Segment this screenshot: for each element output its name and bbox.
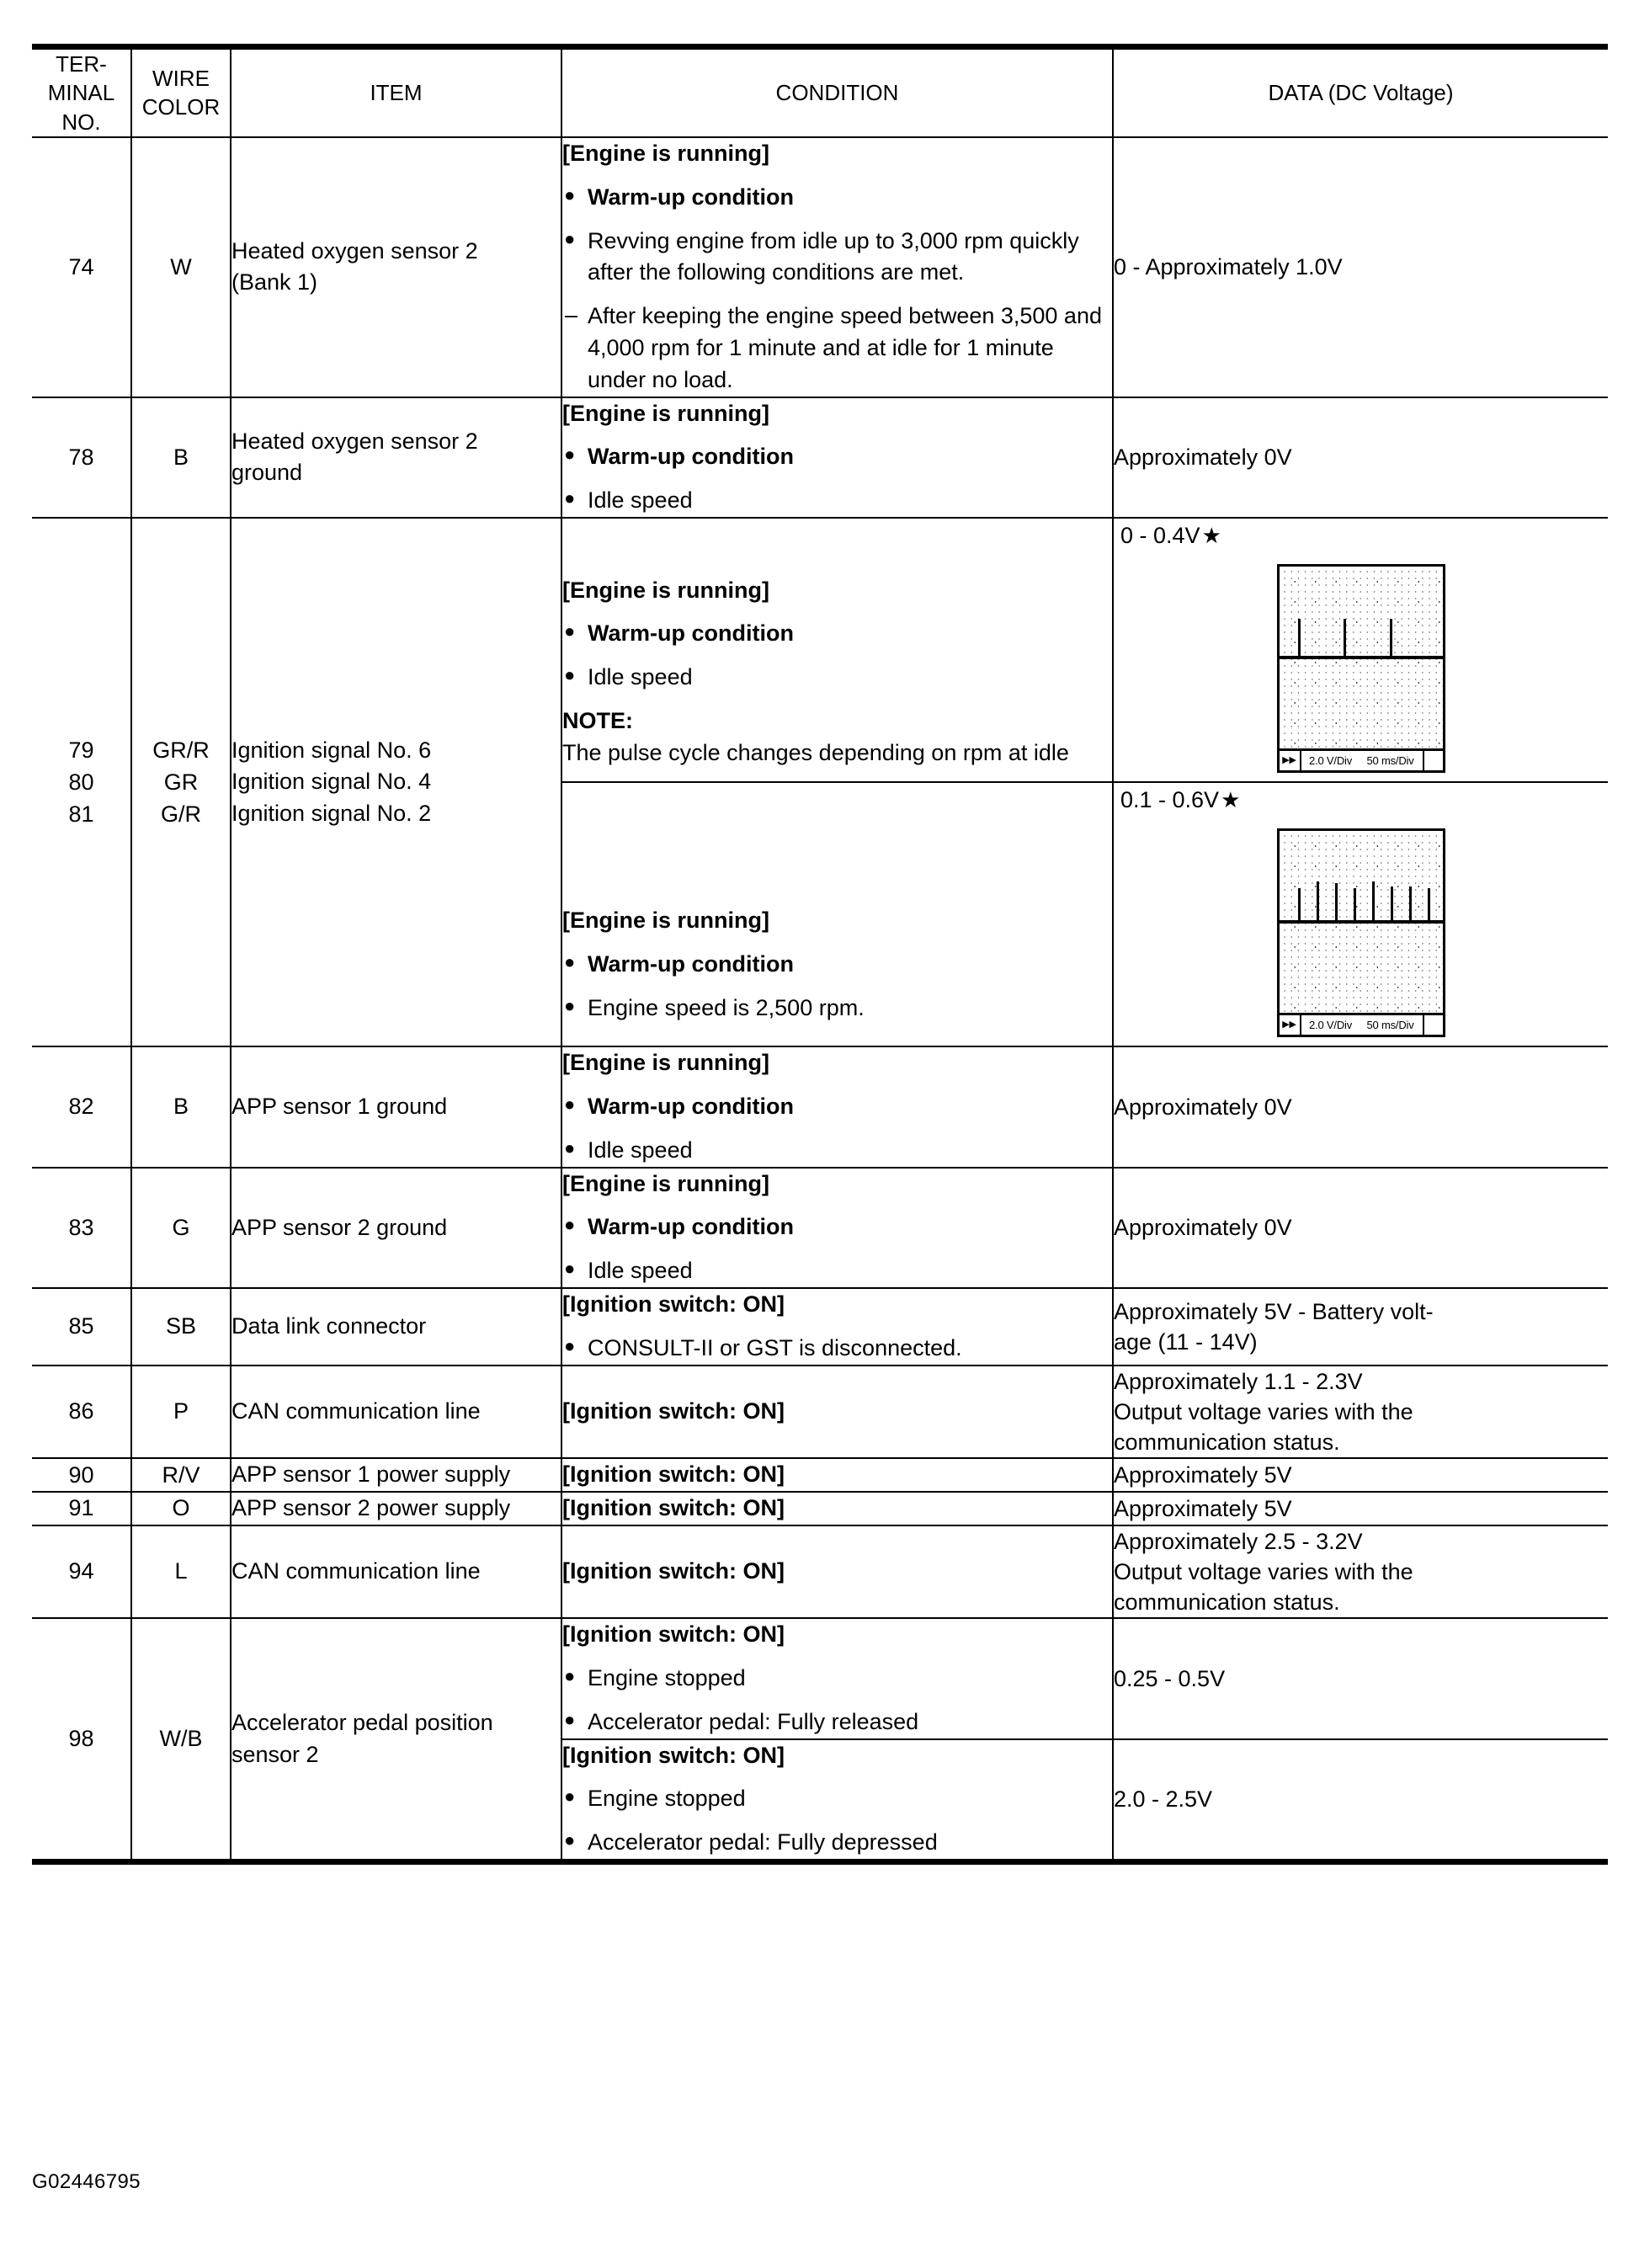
star-icon: ★ — [1201, 522, 1221, 548]
cell-item: CAN communication line — [231, 1366, 561, 1459]
scope-spike — [1354, 888, 1356, 922]
document-reference-code: G02446795 — [32, 2170, 141, 2193]
table-row — [32, 1168, 1608, 1288]
cell-wire-color: B — [131, 397, 231, 518]
table-row — [32, 1288, 1608, 1366]
bullet-text: Idle speed — [588, 1258, 693, 1284]
bullet-text: Accelerator pedal: Fully depressed — [588, 1829, 938, 1855]
condition-bullet-list — [562, 949, 1112, 1025]
cell-terminal-no: 83 — [32, 1168, 131, 1288]
cell-condition — [561, 1046, 1113, 1167]
header-line-2: MINAL — [47, 80, 115, 106]
bullet-text: Warm-up condition — [588, 444, 794, 470]
cell-condition — [561, 782, 1113, 1046]
condition-bullet-list — [562, 1091, 1112, 1167]
condition-bullet — [562, 618, 1112, 650]
item-line-1: Heated oxygen sensor 2 — [231, 237, 478, 264]
cell-data: Approximately 0V — [1113, 397, 1608, 518]
cell-wire-color: L — [131, 1525, 231, 1619]
oscilloscope-waveform-2500rpm — [1114, 823, 1608, 1046]
cell-wire-color: P — [131, 1366, 231, 1459]
condition-bullet — [562, 1135, 1112, 1167]
condition-bullet — [562, 182, 1112, 214]
scope-voltage-label — [1120, 520, 1608, 551]
bullet-text: Accelerator pedal: Fully released — [588, 1708, 919, 1734]
table-row — [32, 137, 1608, 397]
bullet-dot-icon: ● — [564, 1334, 576, 1356]
data-line-3: communication status. — [1114, 1429, 1340, 1455]
bullet-dot-icon: ● — [564, 444, 576, 466]
wire-line-3: G/R — [160, 801, 201, 828]
star-icon: ★ — [1221, 787, 1241, 813]
bullet-text: Warm-up condition — [588, 1214, 794, 1240]
condition-heading: [Ignition switch: ON] — [562, 1461, 785, 1488]
table-body — [32, 137, 1608, 1862]
cell-wire-color: W/B — [131, 1618, 231, 1861]
condition-bullet — [562, 1091, 1112, 1123]
cell-wire-color — [131, 518, 231, 1046]
condition-bullet-list — [562, 1663, 1112, 1738]
cell-item — [231, 1618, 561, 1861]
cell-terminal-no: 98 — [32, 1618, 131, 1861]
bullet-dot-icon: ● — [564, 620, 576, 642]
cell-terminal-no: 85 — [32, 1288, 131, 1366]
scope-voltage-label — [1120, 785, 1608, 815]
item-line-3: Ignition signal No. 2 — [231, 800, 432, 826]
scope-time-per-div: 50 ms/Div — [1366, 1019, 1414, 1032]
condition-heading: [Engine is running] — [562, 577, 769, 603]
bullet-dot-icon: ● — [564, 664, 576, 686]
condition-bullet-list — [562, 1211, 1112, 1287]
scope-spike — [1390, 619, 1392, 658]
condition-bullet — [562, 1255, 1112, 1287]
oscilloscope — [1277, 564, 1445, 773]
condition-heading: [Engine is running] — [562, 1170, 769, 1196]
condition-bullet — [562, 1211, 1112, 1243]
item-line-2: ground — [231, 460, 303, 486]
data-line-2: Output voltage varies with the — [1114, 1398, 1413, 1424]
bullet-text: Idle speed — [588, 1137, 693, 1163]
bullet-dot-icon: ● — [564, 487, 576, 509]
oscilloscope-screen — [1280, 567, 1443, 748]
header-line-2: COLOR — [141, 94, 221, 120]
terminal-line-3: 81 — [68, 801, 94, 828]
scope-spike — [1298, 888, 1301, 922]
scope-spike — [1409, 886, 1412, 922]
wire-line-2: GR — [163, 769, 199, 795]
bullet-dot-icon: ● — [564, 227, 576, 249]
condition-heading: [Engine is running] — [562, 1050, 769, 1076]
bullet-text: Engine speed is 2,500 rpm. — [588, 995, 865, 1021]
bullet-dot-icon: ● — [564, 1214, 576, 1236]
scope-baseline — [1280, 920, 1443, 922]
data-line-2: Output voltage varies with the — [1114, 1558, 1413, 1584]
data-line-3: communication status. — [1114, 1589, 1340, 1616]
scope-spike — [1344, 619, 1346, 658]
cell-item — [231, 397, 561, 518]
cell-item: APP sensor 1 ground — [231, 1046, 561, 1167]
condition-heading: [Engine is running] — [562, 908, 769, 934]
data-line-1: Approximately 5V - Battery volt- — [1114, 1298, 1434, 1324]
condition-bullet — [562, 301, 1112, 396]
table-row — [32, 518, 1608, 782]
cell-condition — [561, 1458, 1113, 1492]
note-text: The pulse cycle changes depending on rpm at idle — [562, 739, 1069, 765]
condition-bullet — [562, 485, 1112, 517]
header-line-1: WIRE — [152, 66, 210, 92]
scope-voltage-value: 0 - 0.4V — [1120, 522, 1200, 548]
condition-bullet — [562, 441, 1112, 473]
cell-wire-color: B — [131, 1046, 231, 1167]
cell-condition — [561, 1492, 1113, 1525]
item-line-1: Accelerator pedal position — [231, 1710, 493, 1736]
cell-condition — [561, 1618, 1113, 1738]
data-line-1: Approximately 1.1 - 2.3V — [1114, 1368, 1363, 1394]
table-row — [32, 1046, 1608, 1167]
scope-midline — [1280, 658, 1443, 659]
oscilloscope-screen — [1280, 831, 1443, 1013]
cell-item — [231, 518, 561, 1046]
condition-bullet — [562, 1827, 1112, 1859]
oscilloscope-settings-bar — [1280, 748, 1443, 770]
condition-heading: [Ignition switch: ON] — [562, 1398, 785, 1424]
bullet-text: Warm-up condition — [588, 951, 794, 977]
header-row — [32, 47, 1608, 137]
column-header-data: DATA (DC Voltage) — [1113, 47, 1608, 137]
cell-condition — [561, 518, 1113, 782]
cell-item: APP sensor 1 power supply — [231, 1458, 561, 1492]
data-line-2: age (11 - 14V) — [1114, 1328, 1258, 1355]
cell-item: CAN communication line — [231, 1525, 561, 1619]
cell-data: 0 - Approximately 1.0V — [1113, 137, 1608, 397]
cell-data — [1113, 1525, 1608, 1619]
bullet-text: Revving engine from idle up to 3,000 rpm quickly after the following conditions are met. — [588, 227, 1079, 285]
scope-volts-per-div: 2.0 V/Div — [1309, 1019, 1352, 1032]
cell-condition — [561, 1525, 1113, 1619]
condition-heading: [Engine is running] — [562, 400, 769, 426]
column-header-condition: CONDITION — [561, 47, 1113, 137]
condition-bullet — [562, 949, 1112, 981]
cell-item: Data link connector — [231, 1288, 561, 1366]
cell-data: Approximately 5V — [1113, 1458, 1608, 1492]
bullet-text: CONSULT-II or GST is disconnected. — [588, 1334, 962, 1360]
item-line-2: Ignition signal No. 4 — [231, 769, 432, 795]
table-row — [32, 1492, 1608, 1525]
cell-terminal-no — [32, 518, 131, 1046]
condition-bullet — [562, 662, 1112, 694]
cell-condition — [561, 1168, 1113, 1288]
cell-terminal-no: 82 — [32, 1046, 131, 1167]
scope-end-box — [1423, 1015, 1443, 1035]
condition-heading: [Ignition switch: ON] — [562, 1494, 785, 1520]
bullet-dot-icon: ● — [564, 995, 576, 1017]
cell-data — [1113, 782, 1608, 1046]
cell-condition — [561, 1366, 1113, 1459]
condition-heading: [Engine is running] — [562, 140, 769, 166]
condition-bullet — [562, 226, 1112, 290]
item-line-1: Heated oxygen sensor 2 — [231, 428, 478, 454]
bullet-text: Warm-up condition — [588, 184, 794, 210]
cell-data: Approximately 0V — [1113, 1168, 1608, 1288]
cell-data — [1113, 1366, 1608, 1459]
data-line-1: Approximately 2.5 - 3.2V — [1114, 1528, 1363, 1554]
bullet-text: Warm-up condition — [588, 620, 794, 647]
bullet-dot-icon: ● — [564, 1137, 576, 1158]
condition-bullet-list — [562, 1783, 1112, 1859]
scope-spike — [1317, 881, 1319, 922]
cell-data: 2.0 - 2.5V — [1113, 1739, 1608, 1862]
condition-bullet-list — [562, 182, 1112, 397]
cell-terminal-no: 86 — [32, 1366, 131, 1459]
cell-condition — [561, 397, 1113, 518]
bullet-dot-icon: ● — [564, 1829, 576, 1851]
table-row — [32, 1366, 1608, 1459]
cell-condition — [561, 1739, 1113, 1862]
cell-data: 0.25 - 0.5V — [1113, 1618, 1608, 1738]
cell-item — [231, 137, 561, 397]
cell-item: APP sensor 2 ground — [231, 1168, 561, 1288]
oscilloscope-waveform-idle — [1114, 559, 1608, 781]
condition-heading: [Ignition switch: ON] — [562, 1558, 785, 1584]
scope-spike — [1298, 619, 1301, 658]
terminal-line-1: 79 — [68, 737, 94, 763]
bullet-dash-icon: – — [565, 302, 578, 328]
probe-icon: ▶▶ — [1280, 1015, 1301, 1035]
cell-data: Approximately 5V — [1113, 1492, 1608, 1525]
bullet-text: Warm-up condition — [588, 1094, 794, 1120]
scope-volts-per-div: 2.0 V/Div — [1309, 753, 1352, 767]
table-row — [32, 1618, 1608, 1738]
oscilloscope-settings-bar — [1280, 1013, 1443, 1035]
condition-bullet — [562, 1663, 1112, 1695]
ecm-terminal-value-table — [32, 44, 1608, 1865]
condition-bullet-list — [562, 618, 1112, 694]
condition-heading: [Ignition switch: ON] — [562, 1291, 785, 1318]
scope-spike — [1391, 886, 1393, 922]
item-line-1: Ignition signal No. 6 — [231, 737, 432, 764]
cell-wire-color: SB — [131, 1288, 231, 1366]
bullet-text: Idle speed — [588, 487, 693, 514]
wire-line-1: GR/R — [152, 737, 210, 763]
oscilloscope — [1277, 828, 1445, 1037]
table-row — [32, 397, 1608, 518]
column-header-wire-color — [131, 47, 231, 137]
cell-data — [1113, 518, 1608, 782]
cell-item: APP sensor 2 power supply — [231, 1492, 561, 1525]
cell-data — [1113, 1288, 1608, 1366]
scope-spike — [1372, 881, 1375, 922]
scope-spike — [1428, 888, 1430, 922]
bullet-text: Engine stopped — [588, 1786, 746, 1812]
condition-bullet — [562, 1706, 1112, 1738]
scope-time-per-div: 50 ms/Div — [1366, 753, 1414, 767]
bullet-text: Engine stopped — [588, 1665, 746, 1691]
column-header-terminal-no — [32, 47, 131, 137]
condition-heading: [Ignition switch: ON] — [562, 1742, 785, 1768]
condition-bullet — [562, 993, 1112, 1025]
bullet-dot-icon: ● — [564, 1786, 576, 1807]
table-row — [32, 1458, 1608, 1492]
condition-bullet-list — [562, 1333, 1112, 1365]
cell-terminal-no: 91 — [32, 1492, 131, 1525]
condition-bullet — [562, 1333, 1112, 1365]
cell-wire-color: R/V — [131, 1458, 231, 1492]
scope-midline — [1280, 922, 1443, 924]
cell-data: Approximately 0V — [1113, 1046, 1608, 1167]
bullet-dot-icon: ● — [564, 1094, 576, 1115]
bullet-dot-icon: ● — [564, 1708, 576, 1730]
cell-terminal-no: 78 — [32, 397, 131, 518]
cell-terminal-no: 74 — [32, 137, 131, 397]
bullet-dot-icon: ● — [564, 184, 576, 205]
bullet-text: After keeping the engine speed between 3,500 and 4,000 rpm for 1 minute and at idle for 1 minute under no load. — [588, 303, 1102, 392]
scope-baseline — [1280, 656, 1443, 658]
header-line-3: NO. — [61, 109, 101, 135]
condition-heading: [Ignition switch: ON] — [562, 1621, 785, 1648]
bullet-dot-icon: ● — [564, 1258, 576, 1280]
cell-terminal-no: 94 — [32, 1525, 131, 1619]
ecm-terminal-table-container — [32, 44, 1608, 1865]
cell-wire-color: O — [131, 1492, 231, 1525]
header-line-1: TER- — [56, 51, 107, 77]
note-label: NOTE: — [562, 707, 633, 733]
table-row — [32, 1525, 1608, 1619]
cell-wire-color: W — [131, 137, 231, 397]
table-header — [32, 47, 1608, 137]
cell-wire-color: G — [131, 1168, 231, 1288]
condition-bullet-list — [562, 441, 1112, 517]
cell-condition — [561, 1288, 1113, 1366]
terminal-line-2: 80 — [68, 769, 94, 795]
scope-end-box — [1423, 751, 1443, 770]
scope-voltage-value: 0.1 - 0.6V — [1120, 787, 1220, 813]
bullet-dot-icon: ● — [564, 951, 576, 973]
item-line-2: sensor 2 — [231, 1741, 319, 1767]
cell-condition — [561, 137, 1113, 397]
scope-spike — [1335, 883, 1338, 922]
probe-icon: ▶▶ — [1280, 751, 1301, 770]
bullet-dot-icon: ● — [564, 1665, 576, 1687]
bullet-text: Idle speed — [588, 664, 693, 690]
condition-bullet — [562, 1783, 1112, 1815]
cell-terminal-no: 90 — [32, 1458, 131, 1492]
item-line-2: (Bank 1) — [231, 269, 318, 295]
column-header-item: ITEM — [231, 47, 561, 137]
